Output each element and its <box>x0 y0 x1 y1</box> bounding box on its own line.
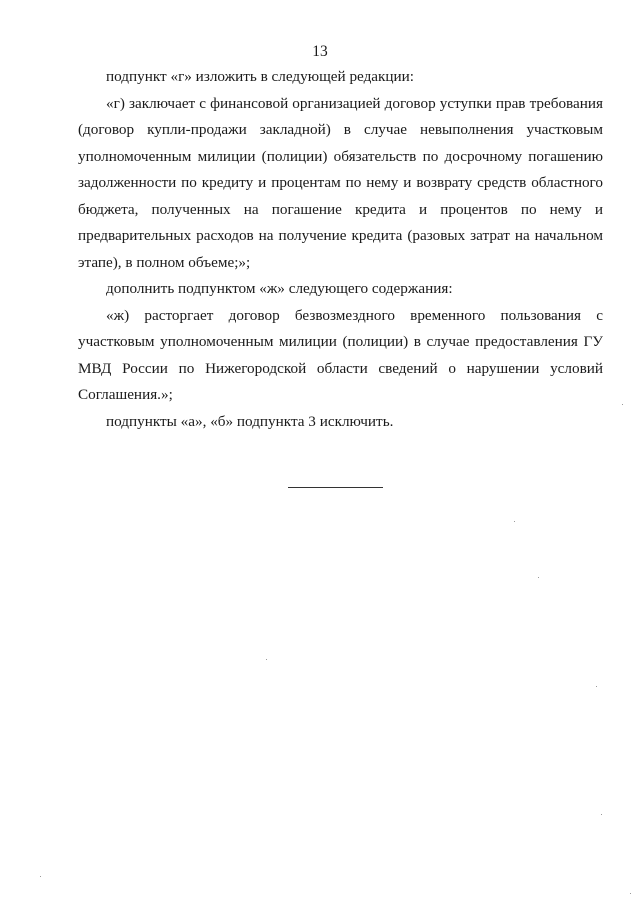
paragraph-subitem-g-text: «г) заключает с финансовой организацией договор уступки прав требования (договор купли-продажи закладной) в случае невыполнения участковым уполномоченным милиции (полиции) обязательств по досрочному погашению задолженности по кредиту и процентам по нему и возврату средств областного бюджета, полученных на погашение кредита и процентов по нему и предварительных расходов на получение кредита (разовых затрат на начальном этапе), в полном объеме;»; <box>78 94 603 271</box>
scan-speck <box>266 659 267 660</box>
end-of-text-rule <box>288 487 383 488</box>
paragraph-exclude-subitems: подпункты «а», «б» подпункта 3 исключить. <box>106 412 394 430</box>
scan-speck <box>514 521 515 522</box>
scan-speck <box>40 876 41 877</box>
scan-speck <box>630 893 631 894</box>
scan-speck <box>601 814 602 815</box>
paragraph-intro-subitem-zh: дополнить подпунктом «ж» следующего содержания: <box>106 280 453 297</box>
scan-speck <box>596 686 597 687</box>
scan-speck <box>622 404 623 405</box>
paragraph-subitem-zh-text: «ж) расторгает договор безвозмездного временного пользования с участковым уполномоченным милиции (полиции) в случае предоставления ГУ МВД России по Нижегородской области сведений о нарушении условий Соглашения.»; <box>78 306 603 403</box>
page-number: 13 <box>312 43 328 60</box>
document-body <box>78 64 603 435</box>
paragraph-intro-subitem-g: подпункт «г» изложить в следующей редакции: <box>106 68 415 85</box>
scan-speck <box>538 577 539 578</box>
